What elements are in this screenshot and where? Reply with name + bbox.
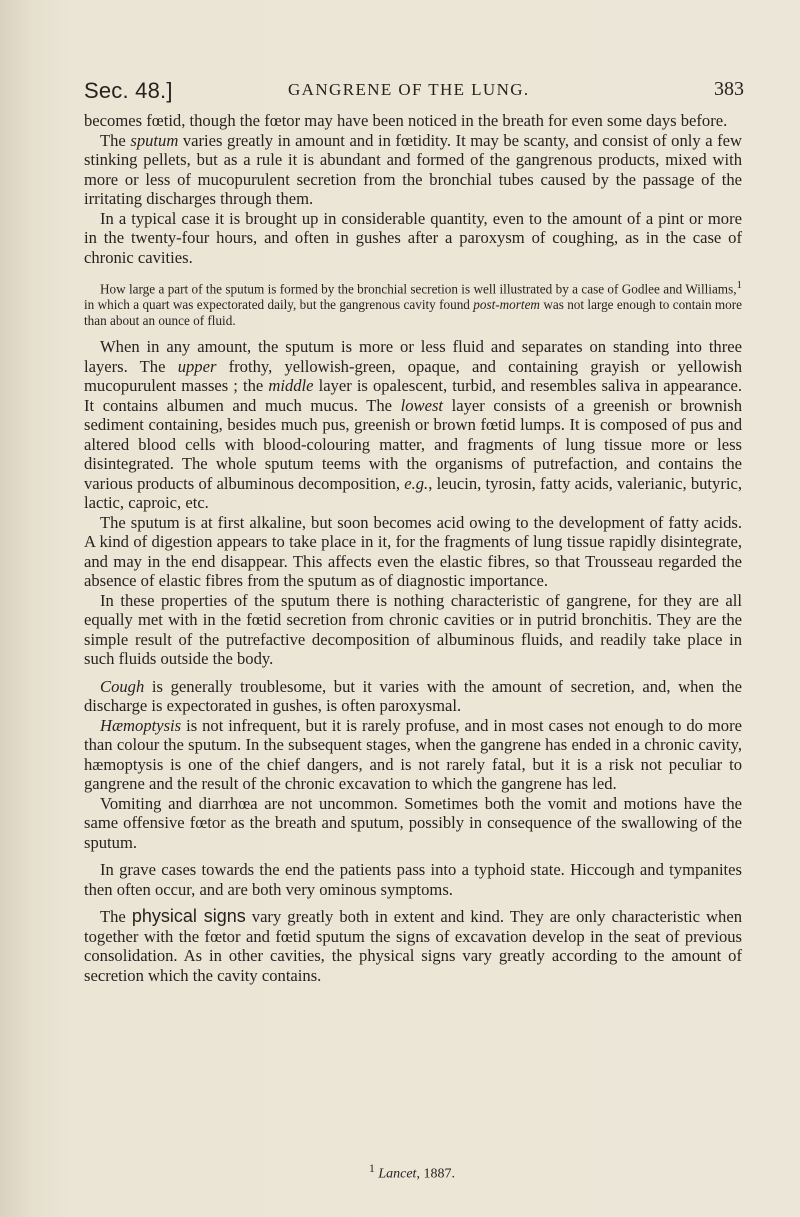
italic-term: Hæmoptysis bbox=[100, 715, 182, 735]
italic-term: upper bbox=[177, 356, 217, 376]
footnote-reference: 1 bbox=[736, 279, 742, 291]
text-run: vary greatly both in extent and kind. They are only characteristic when together with the fœtor and fœtid sputum the signs of excavation develop in the seat of previous consolidation. As in other cavities, the physical signs vary greatly according to the amount of secretion which the cavity contains. bbox=[84, 907, 742, 985]
paragraph-continuation bbox=[84, 111, 742, 131]
section-lead-term: physical signs bbox=[131, 906, 246, 927]
text-run: layer is opalescent, turbid, and resembles saliva in appearance. It contains albumen and much mucus. The bbox=[84, 376, 742, 415]
section-label: Sec. 48.] bbox=[84, 78, 173, 103]
italic-term: e.g. bbox=[404, 473, 429, 493]
paragraph-sputum bbox=[84, 131, 742, 209]
text-run: The bbox=[100, 907, 132, 927]
text-run: In a typical case it is brought up in considerable quantity, even to the amount of a pint or more in the twenty-four hours, and often in gushes after a paroxysm of coughing, as in the case of chronic cavities. bbox=[84, 208, 742, 267]
text-run: , leucin, tyrosin, fatty acids, valerianic, butyric, lactic, caproic, etc. bbox=[84, 473, 742, 513]
text-run: varies greatly in amount and in fœtidity. It may be scanty, and consist of only a few stinking pellets, but as a rule it is abundant and formed of the gangrenous products, mixed with more or less of mucopurulent secretion from the bronchial tubes caused by the passage of the irritating discharges through them. bbox=[84, 130, 742, 208]
italic-term: post-mortem bbox=[473, 297, 540, 313]
text-run: When in any amount, the sputum is more or less fluid and separates on standing into three layers. The bbox=[84, 337, 742, 376]
paragraph-alkaline bbox=[84, 513, 742, 591]
small-print-note bbox=[84, 277, 742, 329]
page-number: 383 bbox=[714, 78, 744, 100]
paragraph-grave-cases bbox=[84, 860, 742, 899]
text-run: The bbox=[100, 130, 131, 150]
text-run: How large a part of the sputum is formed by the bronchial secretion is well illustrated by a case of Godlee and Williams, bbox=[100, 281, 737, 297]
text-run: is not infrequent, but it is rarely profuse, and in most cases not enough to do more than colour the sputum. In the subsequent stages, when the gangrene has ended in a chronic cavity, hæmoptysis is one of the chief dangers, and is not rarely fatal, but it is a risk not peculiar to gangrene and the result of the chronic excavation to which the gangrene has led. bbox=[84, 715, 742, 794]
paragraph-physical-signs bbox=[84, 907, 742, 985]
text-run: becomes fœtid, though the fœtor may have been noticed in the breath for even some days before. bbox=[84, 111, 728, 130]
footnote-marker: 1 bbox=[369, 1162, 375, 1175]
text-run: was not large enough to contain more than about an ounce of fluid. bbox=[84, 297, 742, 329]
text-run: frothy, yellowish-green, opaque, and containing grayish or yellowish mucopurulent masses ; the bbox=[84, 356, 742, 396]
paragraph-layers bbox=[84, 337, 742, 513]
paragraph-haemoptysis bbox=[84, 716, 742, 794]
text-run: The sputum is at first alkaline, but soon becomes acid owing to the development of fatty acids. A kind of digestion appears to take place in it, for the fragments of lung tissue rapidly disintegrate, and may in the end disappear. This affects even the elastic fibres, so that Trousseau regarded the absence of elastic fibres from the sputum as of diagnostic importance. bbox=[84, 512, 742, 591]
text-run: in which a quart was expectorated daily, but the gangrenous cavity found bbox=[84, 297, 474, 313]
paragraph-vomiting bbox=[84, 794, 742, 853]
footnote bbox=[369, 1162, 455, 1183]
text-run: In grave cases towards the end the patients pass into a typhoid state. Hiccough and tympanites then often occur, and are both very ominous symptoms. bbox=[84, 860, 742, 899]
chapter-title: GANGRENE OF THE LUNG. bbox=[288, 80, 530, 99]
italic-term: sputum bbox=[130, 130, 179, 150]
body-text bbox=[84, 111, 742, 985]
italic-term: middle bbox=[268, 376, 314, 396]
running-header bbox=[84, 78, 744, 106]
paragraph-typical-case bbox=[84, 209, 742, 268]
text-run: layer consists of a greenish or brownish sediment containing, besides much pus, greenish or brown fœtid lumps. It is composed of pus and altered blood cells with blood-colouring matter, and fragments of lung tissue more or less disintegrated. The whole sputum teems with the organisms of putrefaction, and contains the various products of albuminous decomposition, bbox=[84, 395, 742, 493]
text-run: Vomiting and diarrhœa are not uncommon. Sometimes both the vomit and motions have the same offensive fœtor as the breath and sputum, possibly in consequence of the swallowing of the sputum. bbox=[84, 793, 742, 852]
paragraph-properties bbox=[84, 591, 742, 669]
italic-term: lowest bbox=[400, 395, 444, 415]
text-run: is generally troublesome, but it varies with the amount of secretion, and, when the discharge is expectorated in gushes, is often paroxysmal. bbox=[84, 676, 742, 716]
footnote-source: Lancet bbox=[378, 1166, 417, 1182]
paragraph-cough bbox=[84, 677, 742, 716]
italic-term: Cough bbox=[100, 676, 145, 696]
text-run: In these properties of the sputum there is nothing characteristic of gangrene, for they are all equally met with in the fœtid secretion from chronic cavities or in putrid bronchitis. They are the simple result of the putrefactive decomposition of albuminous fluids, and readily take place in such fluids outside the body. bbox=[84, 590, 742, 669]
footnote-year: , 1887. bbox=[416, 1166, 455, 1182]
